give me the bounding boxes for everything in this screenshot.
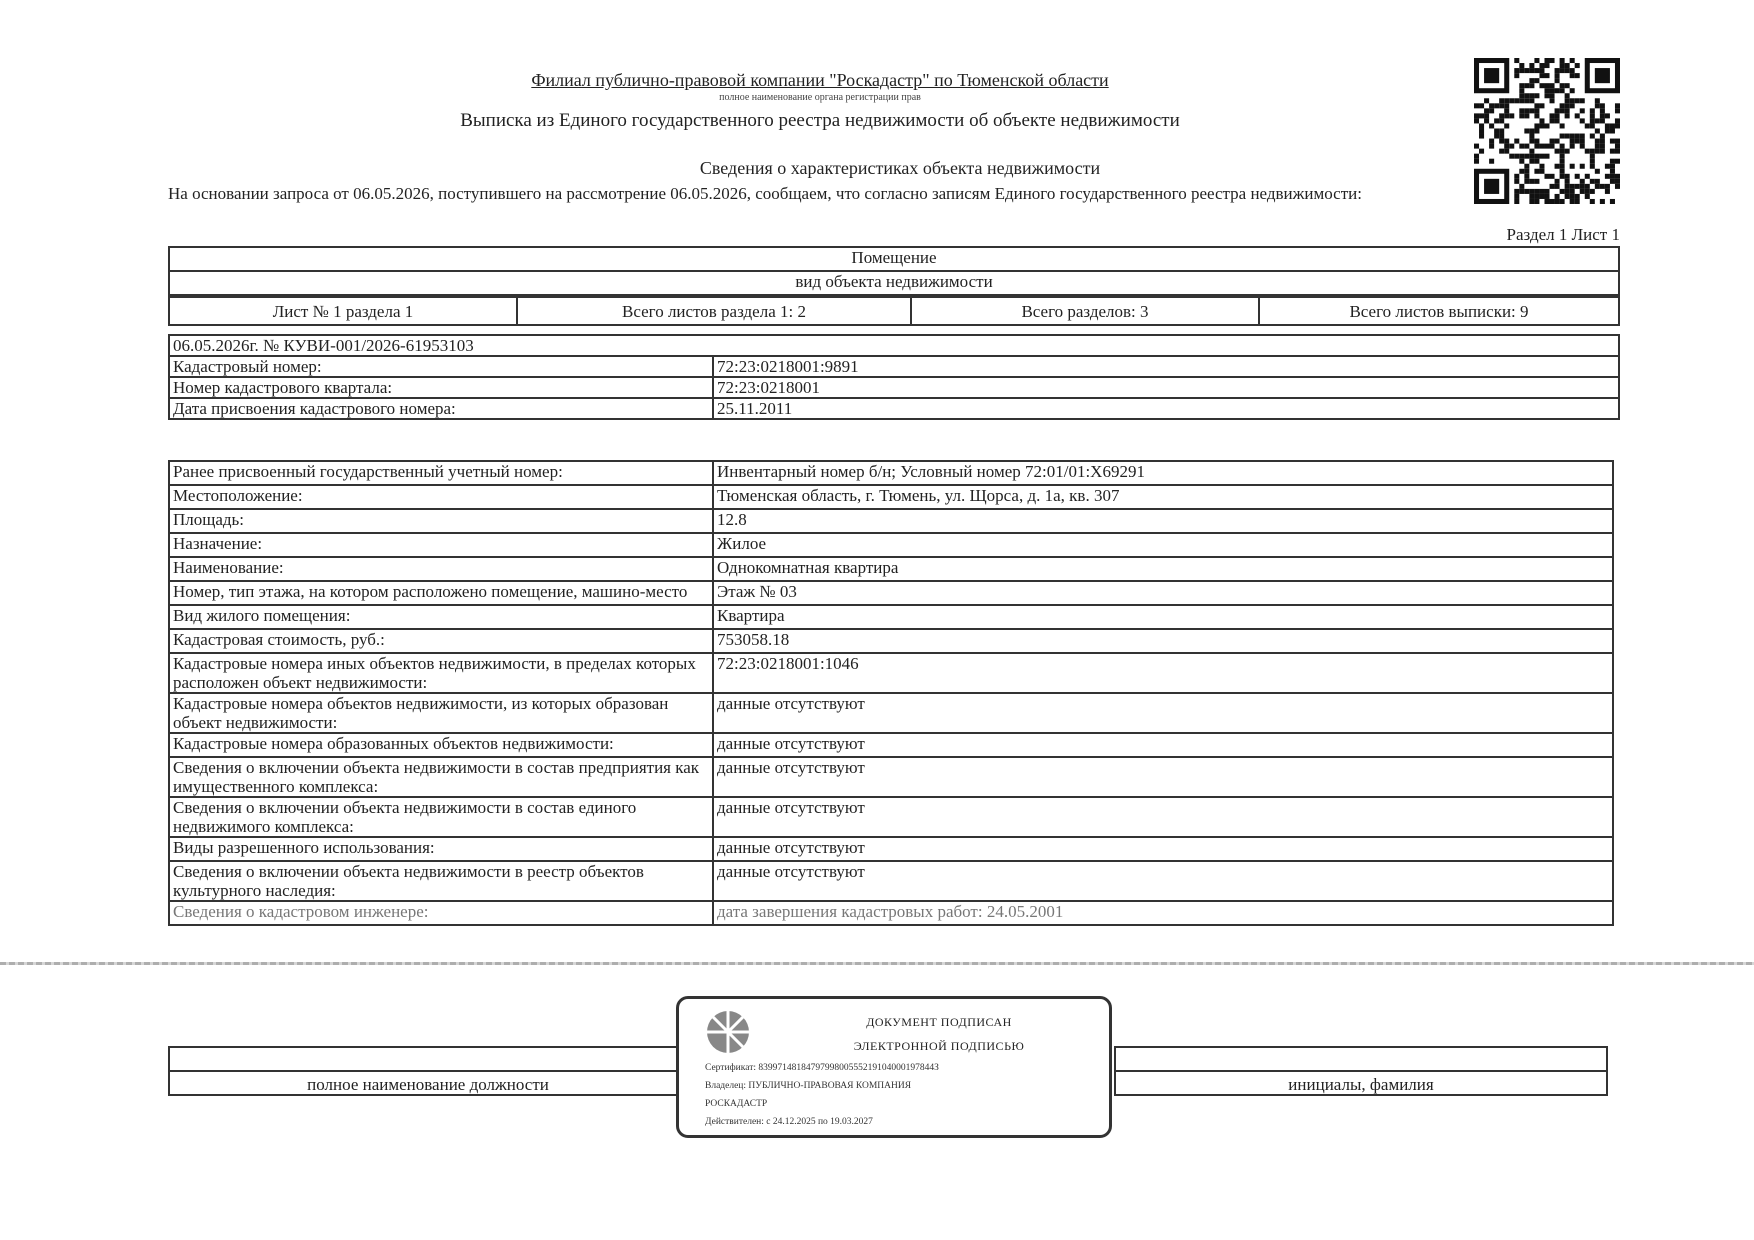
e-signature-stamp	[676, 996, 1112, 1138]
row-label: Кадастровые номера образованных объектов недвижимости:	[169, 733, 713, 757]
object-type: Помещение	[169, 247, 1619, 271]
sections-total: Всего разделов: 3	[911, 297, 1259, 325]
row-value: данные отсутствуют	[713, 757, 1613, 797]
sheets-info-table	[168, 296, 1620, 326]
table-row	[169, 485, 1613, 509]
table-row	[169, 509, 1613, 533]
intro-text: На основании запроса от 06.05.2026, поступившего на рассмотрение 06.05.2026, сообщаем, что согласно записям Единого государственного реестра недвижимости:	[168, 184, 1362, 203]
row-label: Кадастровые номера объектов недвижимости, из которых образован объект недвижимости:	[169, 693, 713, 733]
name-caption: инициалы, фамилия	[1115, 1071, 1607, 1095]
row-value: Квартира	[713, 605, 1613, 629]
row-label: Кадастровая стоимость, руб.:	[169, 629, 713, 653]
qr-code-icon	[1474, 58, 1620, 204]
row-value: данные отсутствуют	[713, 861, 1613, 901]
row-value: данные отсутствуют	[713, 797, 1613, 837]
table-row	[169, 901, 1613, 925]
section-label: Раздел 1 Лист 1	[1506, 225, 1620, 244]
table-row	[169, 377, 1619, 398]
document-subtitle: Сведения о характеристиках объекта недвижимости	[699, 158, 1101, 178]
stamp-line-1: ДОКУМЕНТ ПОДПИСАН	[866, 1015, 1012, 1029]
row-value: Инвентарный номер б/н; Условный номер 72:01/01:X69291	[713, 461, 1613, 485]
table-row	[169, 733, 1613, 757]
row-label: Назначение:	[169, 533, 713, 557]
document-title: Выписка из Единого государственного реестра недвижимости об объекте недвижимости	[460, 110, 1180, 131]
table-row	[169, 653, 1613, 693]
rosreestr-logo-icon	[705, 1009, 751, 1055]
row-value: Жилое	[713, 533, 1613, 557]
cadastral-info-table	[168, 334, 1620, 420]
object-type-caption: вид объекта недвижимости	[169, 271, 1619, 295]
row-value: 12.8	[713, 509, 1613, 533]
characteristics-table	[168, 460, 1614, 926]
table-row	[169, 605, 1613, 629]
row-label: Виды разрешенного использования:	[169, 837, 713, 861]
table-row	[169, 398, 1619, 419]
organization-caption: полное наименование органа регистрации прав	[719, 92, 921, 103]
row-label: Местоположение:	[169, 485, 713, 509]
table-row	[169, 581, 1613, 605]
table-row	[169, 533, 1613, 557]
row-label: Кадастровые номера иных объектов недвижимости, в пределах которых расположен объект недвижимости:	[169, 653, 713, 693]
stamp-owner-2: РОСКАДАСТР	[705, 1099, 768, 1109]
table-row	[169, 837, 1613, 861]
row-value: 72:23:0218001	[713, 377, 1619, 398]
row-value: 25.11.2011	[713, 398, 1619, 419]
row-label: Кадастровый номер:	[169, 356, 713, 377]
row-value: данные отсутствуют	[713, 733, 1613, 757]
table-row	[169, 557, 1613, 581]
sheets-in-section: Всего листов раздела 1: 2	[517, 297, 911, 325]
row-value: 753058.18	[713, 629, 1613, 653]
row-label: Ранее присвоенный государственный учетный номер:	[169, 461, 713, 485]
row-label: Номер кадастрового квартала:	[169, 377, 713, 398]
row-label: Наименование:	[169, 557, 713, 581]
row-value: Однокомнатная квартира	[713, 557, 1613, 581]
table-row	[169, 693, 1613, 733]
stamp-line-2: ЭЛЕКТРОННОЙ ПОДПИСЬЮ	[853, 1039, 1025, 1053]
row-label: Сведения о кадастровом инженере:	[169, 901, 713, 925]
row-value: данные отсутствуют	[713, 837, 1613, 861]
object-type-table	[168, 246, 1620, 296]
stamp-owner: Владелец: ПУБЛИЧНО-ПРАВОВАЯ КОМПАНИЯ	[705, 1081, 912, 1091]
table-row	[169, 861, 1613, 901]
table-row	[169, 757, 1613, 797]
row-label: Сведения о включении объекта недвижимости в реестр объектов культурного наследия:	[169, 861, 713, 901]
sheets-total: Всего листов выписки: 9	[1259, 297, 1619, 325]
table-row	[169, 461, 1613, 485]
stamp-valid: Действителен: с 24.12.2025 по 19.03.2027	[705, 1117, 873, 1127]
row-value: данные отсутствуют	[713, 693, 1613, 733]
page-fold-line	[0, 962, 1754, 965]
row-value: Этаж № 03	[713, 581, 1613, 605]
row-value: 72:23:0218001:1046	[713, 653, 1613, 693]
row-value: 72:23:0218001:9891	[713, 356, 1619, 377]
table-row	[169, 356, 1619, 377]
row-label: Сведения о включении объекта недвижимости в состав предприятия как имущественного комплекса:	[169, 757, 713, 797]
table-row	[169, 797, 1613, 837]
extract-number: 06.05.2026г. № КУВИ-001/2026-61953103	[169, 335, 1619, 356]
position-caption: полное наименование должности	[169, 1071, 687, 1095]
row-label: Номер, тип этажа, на котором расположено помещение, машино-место	[169, 581, 713, 605]
stamp-certificate: Сертификат: 8399714818479799800555219104000197844З	[705, 1063, 939, 1073]
table-row	[169, 629, 1613, 653]
row-label: Дата присвоения кадастрового номера:	[169, 398, 713, 419]
row-label: Площадь:	[169, 509, 713, 533]
row-value: Тюменская область, г. Тюмень, ул. Щорса, д. 1а, кв. 307	[713, 485, 1613, 509]
row-label: Сведения о включении объекта недвижимости в состав единого недвижимого комплекса:	[169, 797, 713, 837]
row-value: дата завершения кадастровых работ: 24.05.2001	[713, 901, 1613, 925]
row-label: Вид жилого помещения:	[169, 605, 713, 629]
sheet-number: Лист № 1 раздела 1	[169, 297, 517, 325]
organization-name: Филиал публично-правовой компании "Роскадастр" по Тюменской области	[531, 70, 1109, 90]
